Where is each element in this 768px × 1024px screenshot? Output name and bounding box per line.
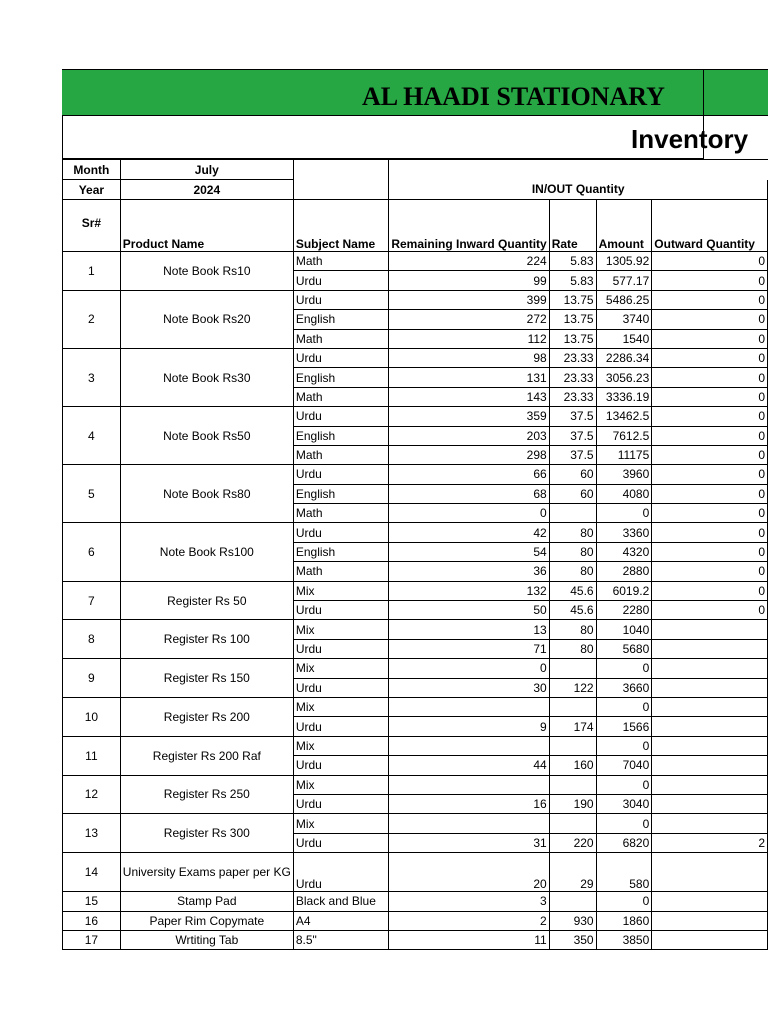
subject-name[interactable]: Math [293,445,389,464]
remaining-quantity[interactable]: 9 [389,717,549,736]
sr-number: 2 [63,290,121,348]
amount[interactable]: 3960 [596,465,652,484]
outward-quantity[interactable] [652,678,768,697]
remaining-quantity[interactable]: 44 [389,756,549,775]
remaining-quantity[interactable] [389,736,549,755]
remaining-quantity[interactable]: 11 [389,930,549,949]
rate[interactable]: 60 [549,484,596,503]
rate[interactable] [549,775,596,794]
outward-quantity[interactable]: 0 [652,348,768,367]
outward-quantity[interactable] [652,775,768,794]
sr-number: 3 [63,348,121,406]
amount[interactable]: 0 [596,736,652,755]
sr-number: 1 [63,252,121,291]
remaining-quantity[interactable]: 0 [389,504,549,523]
remaining-quantity[interactable]: 31 [389,833,549,852]
subject-name[interactable]: Math [293,387,389,406]
product-name[interactable]: Note Book Rs30 [120,348,293,406]
remaining-quantity[interactable]: 50 [389,601,549,620]
amount[interactable]: 3360 [596,523,652,542]
outward-quantity[interactable]: 0 [652,601,768,620]
subject-name[interactable]: Mix [293,581,389,600]
subject-name[interactable]: Math [293,562,389,581]
amount[interactable]: 0 [596,892,652,911]
amount[interactable]: 1860 [596,911,652,930]
blank-cell [293,160,389,200]
product-name[interactable]: Register Rs 300 [120,814,293,853]
remaining-quantity[interactable]: 272 [389,310,549,329]
company-title: AL HAADI STATIONARY [362,82,665,111]
table-row [63,659,768,678]
rate[interactable]: 37.5 [549,445,596,464]
remaining-quantity[interactable]: 36 [389,562,549,581]
subject-name[interactable]: English [293,484,389,503]
subject-name[interactable]: Urdu [293,407,389,426]
remaining-quantity[interactable]: 112 [389,329,549,348]
sr-number: 9 [63,659,121,698]
amount[interactable]: 0 [596,504,652,523]
rate[interactable]: 220 [549,833,596,852]
rate[interactable] [549,736,596,755]
rate[interactable]: 23.33 [549,348,596,367]
subject-name[interactable]: Math [293,252,389,271]
rate[interactable]: 80 [549,542,596,561]
table-row [63,348,768,367]
outward-quantity[interactable] [652,639,768,658]
product-name[interactable]: Register Rs 200 Raf [120,736,293,775]
outward-quantity[interactable] [652,853,768,892]
col-remaining: Remaining Inward Quantity [389,200,549,252]
outward-quantity[interactable] [652,794,768,813]
subject-name[interactable]: Urdu [293,853,389,892]
remaining-quantity[interactable]: 298 [389,445,549,464]
subject-name[interactable]: Urdu [293,794,389,813]
amount[interactable]: 7040 [596,756,652,775]
subject-name[interactable]: Urdu [293,465,389,484]
rate[interactable]: 37.5 [549,426,596,445]
table-row [63,465,768,484]
subject-name[interactable]: English [293,542,389,561]
table-row [63,697,768,716]
amount[interactable]: 3040 [596,794,652,813]
subject-name[interactable]: Mix [293,814,389,833]
product-name[interactable]: Note Book Rs100 [120,523,293,581]
table-row [63,252,768,271]
amount[interactable]: 11175 [596,445,652,464]
sr-number: 17 [63,930,121,949]
subject-name[interactable]: English [293,310,389,329]
product-name[interactable]: Note Book Rs80 [120,465,293,523]
amount[interactable]: 1040 [596,620,652,639]
outward-quantity[interactable] [652,814,768,833]
outward-quantity[interactable]: 0 [652,504,768,523]
remaining-quantity[interactable]: 20 [389,853,549,892]
rate[interactable]: 930 [549,911,596,930]
table-row [63,581,768,600]
product-name[interactable]: Register Rs 50 [120,581,293,620]
remaining-quantity[interactable]: 359 [389,407,549,426]
sr-number: 16 [63,911,121,930]
outward-quantity[interactable] [652,756,768,775]
inventory-table [62,159,768,950]
amount[interactable]: 7612.5 [596,426,652,445]
outward-quantity[interactable]: 0 [652,426,768,445]
rate[interactable]: 80 [549,562,596,581]
month-row [63,160,768,180]
amount[interactable]: 577.17 [596,271,652,290]
col-sr: Sr# [63,200,121,252]
product-name[interactable]: Stamp Pad [120,892,293,911]
product-name[interactable]: Register Rs 100 [120,620,293,659]
sr-number: 11 [63,736,121,775]
outward-quantity[interactable]: 2 [652,833,768,852]
sr-number: 8 [63,620,121,659]
subject-name[interactable]: Math [293,504,389,523]
subject-name[interactable]: A4 [293,911,389,930]
remaining-quantity[interactable]: 13 [389,620,549,639]
sr-number: 6 [63,523,121,581]
remaining-quantity[interactable]: 71 [389,639,549,658]
remaining-quantity[interactable]: 143 [389,387,549,406]
amount[interactable]: 0 [596,697,652,716]
outward-quantity[interactable] [652,697,768,716]
amount[interactable]: 5680 [596,639,652,658]
subject-name[interactable]: Mix [293,697,389,716]
product-name[interactable]: Paper Rim Copymate [120,911,293,930]
subject-name[interactable]: Mix [293,736,389,755]
rate[interactable]: 13.75 [549,310,596,329]
year-label: Year [63,180,121,200]
rate[interactable] [549,697,596,716]
sr-number: 10 [63,697,121,736]
year-value[interactable]: 2024 [120,180,293,200]
rate[interactable]: 80 [549,620,596,639]
table-row [63,620,768,639]
column-header-row [63,200,768,252]
outward-quantity[interactable] [652,911,768,930]
amount[interactable]: 0 [596,659,652,678]
rate[interactable]: 60 [549,465,596,484]
rate[interactable]: 122 [549,678,596,697]
subject-name[interactable]: Urdu [293,833,389,852]
month-value[interactable]: July [120,160,293,180]
product-name[interactable]: Register Rs 150 [120,659,293,698]
product-name[interactable]: Note Book Rs10 [120,252,293,291]
remaining-quantity[interactable]: 99 [389,271,549,290]
product-name[interactable]: Register Rs 250 [120,775,293,814]
subject-name[interactable]: Urdu [293,717,389,736]
outward-quantity[interactable] [652,892,768,911]
table-row [63,911,768,930]
subject-name[interactable]: Urdu [293,348,389,367]
rate[interactable]: 45.6 [549,601,596,620]
table-row [63,853,768,892]
outward-quantity[interactable]: 0 [652,368,768,387]
outward-quantity[interactable]: 0 [652,329,768,348]
rate[interactable]: 190 [549,794,596,813]
subject-name[interactable]: Urdu [293,290,389,309]
rate[interactable]: 174 [549,717,596,736]
rate[interactable]: 350 [549,930,596,949]
sr-number: 4 [63,407,121,465]
subject-name[interactable]: Black and Blue [293,892,389,911]
rate[interactable] [549,814,596,833]
outward-quantity[interactable]: 0 [652,387,768,406]
rate[interactable]: 160 [549,756,596,775]
subject-name[interactable]: Urdu [293,639,389,658]
outward-quantity[interactable] [652,736,768,755]
remaining-quantity[interactable]: 3 [389,892,549,911]
subject-name[interactable]: Urdu [293,523,389,542]
subject-name[interactable]: Urdu [293,678,389,697]
rate[interactable] [549,892,596,911]
col-product: Product Name [120,200,293,252]
remaining-quantity[interactable]: 224 [389,252,549,271]
table-row [63,814,768,833]
outward-quantity[interactable]: 0 [652,542,768,561]
amount[interactable]: 2880 [596,562,652,581]
sr-number: 13 [63,814,121,853]
subject-name[interactable]: Mix [293,659,389,678]
rate[interactable] [549,504,596,523]
blank-cell [389,160,768,180]
subject-name[interactable]: Mix [293,620,389,639]
sr-number: 14 [63,853,121,892]
amount[interactable]: 1566 [596,717,652,736]
amount[interactable]: 1540 [596,329,652,348]
outward-quantity[interactable] [652,659,768,678]
amount[interactable]: 3850 [596,930,652,949]
remaining-quantity[interactable]: 54 [389,542,549,561]
subject-name[interactable]: Mix [293,775,389,794]
rate[interactable]: 80 [549,639,596,658]
remaining-quantity[interactable]: 66 [389,465,549,484]
product-name[interactable]: Wrtiting Tab [120,930,293,949]
table-row [63,523,768,542]
remaining-quantity[interactable]: 42 [389,523,549,542]
rate[interactable]: 23.33 [549,387,596,406]
table-row [63,930,768,949]
rate[interactable]: 29 [549,853,596,892]
table-row [63,407,768,426]
rate[interactable] [549,659,596,678]
outward-quantity[interactable]: 0 [652,290,768,309]
amount[interactable]: 4080 [596,484,652,503]
remaining-quantity[interactable]: 98 [389,348,549,367]
remaining-quantity[interactable]: 203 [389,426,549,445]
amount[interactable]: 6820 [596,833,652,852]
col-amount: Amount [596,200,652,252]
amount[interactable]: 5486.25 [596,290,652,309]
remaining-quantity[interactable] [389,814,549,833]
outward-quantity[interactable]: 0 [652,562,768,581]
rate[interactable]: 5.83 [549,271,596,290]
product-name[interactable]: Note Book Rs50 [120,407,293,465]
rate[interactable]: 80 [549,523,596,542]
col-subject: Subject Name [293,200,389,252]
rate[interactable]: 45.6 [549,581,596,600]
product-name[interactable]: University Exams paper per KG [120,853,293,892]
sr-number: 5 [63,465,121,523]
subject-name[interactable]: Urdu [293,756,389,775]
sr-number: 7 [63,581,121,620]
inventory-body [63,160,768,950]
amount[interactable]: 3056.23 [596,368,652,387]
amount[interactable]: 6019.2 [596,581,652,600]
sheet-title: Inventory [631,124,749,154]
subject-name[interactable]: Urdu [293,601,389,620]
outward-quantity[interactable] [652,717,768,736]
outward-quantity[interactable]: 0 [652,445,768,464]
col-rate: Rate [549,200,596,252]
outward-quantity[interactable]: 0 [652,465,768,484]
remaining-quantity[interactable]: 16 [389,794,549,813]
product-name[interactable]: Register Rs 200 [120,697,293,736]
amount[interactable]: 580 [596,853,652,892]
table-row [63,736,768,755]
remaining-quantity[interactable]: 2 [389,911,549,930]
amount[interactable]: 1305.92 [596,252,652,271]
rate[interactable]: 23.33 [549,368,596,387]
remaining-quantity[interactable] [389,775,549,794]
col-outward: Outward Quantity [652,200,768,252]
table-row [63,892,768,911]
amount[interactable]: 13462.5 [596,407,652,426]
remaining-quantity[interactable] [389,697,549,716]
remaining-quantity[interactable]: 68 [389,484,549,503]
outward-quantity[interactable]: 0 [652,484,768,503]
rate[interactable]: 37.5 [549,407,596,426]
outward-quantity[interactable] [652,930,768,949]
subject-name[interactable]: Math [293,329,389,348]
subject-name[interactable]: Urdu [293,271,389,290]
remaining-quantity[interactable]: 131 [389,368,549,387]
remaining-quantity[interactable]: 132 [389,581,549,600]
amount[interactable]: 0 [596,775,652,794]
rate[interactable]: 13.75 [549,329,596,348]
remaining-quantity[interactable]: 30 [389,678,549,697]
outward-quantity[interactable]: 0 [652,252,768,271]
group-header: IN/OUT Quantity [389,180,768,200]
subject-name[interactable]: 8.5" [293,930,389,949]
subtitle-cell [62,116,749,159]
sr-number: 15 [63,892,121,911]
amount[interactable]: 3336.19 [596,387,652,406]
remaining-quantity[interactable]: 0 [389,659,549,678]
product-name[interactable]: Note Book Rs20 [120,290,293,348]
amount[interactable]: 3660 [596,678,652,697]
table-row [63,290,768,309]
amount[interactable]: 4320 [596,542,652,561]
outward-quantity[interactable]: 0 [652,407,768,426]
amount[interactable]: 0 [596,814,652,833]
amount[interactable]: 2286.34 [596,348,652,367]
rate[interactable]: 5.83 [549,252,596,271]
outward-quantity[interactable] [652,620,768,639]
subject-name[interactable]: English [293,368,389,387]
amount[interactable]: 3740 [596,310,652,329]
outward-quantity[interactable]: 0 [652,523,768,542]
outward-quantity[interactable]: 0 [652,581,768,600]
amount[interactable]: 2280 [596,601,652,620]
sr-number: 12 [63,775,121,814]
year-row [63,180,768,200]
outward-quantity[interactable]: 0 [652,271,768,290]
outward-quantity[interactable]: 0 [652,310,768,329]
rate[interactable]: 13.75 [549,290,596,309]
month-label: Month [63,160,121,180]
table-row [63,775,768,794]
subject-name[interactable]: English [293,426,389,445]
remaining-quantity[interactable]: 399 [389,290,549,309]
